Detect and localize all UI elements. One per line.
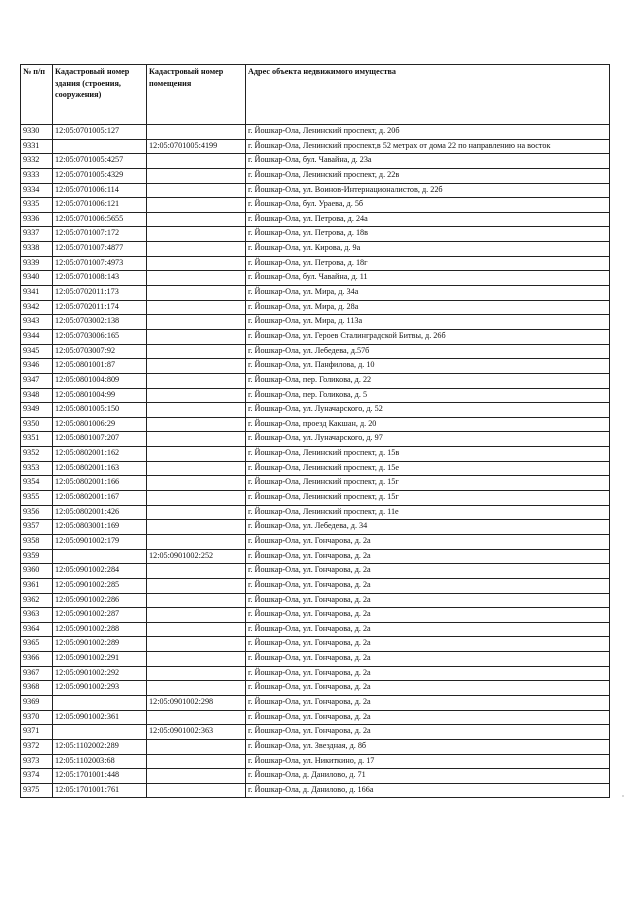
table-row [21,739,610,754]
table-row [21,432,610,447]
address-cell: г. Йошкар-Ола, Ленинский проспект, д. 15е [246,461,610,476]
row-number-cell: 9364 [21,622,53,637]
row-number-cell: 9346 [21,359,53,374]
building-cadastral-cell: 12:05:1701001:761 [53,783,147,798]
premises-cadastral-cell: 12:05:0901002:298 [147,695,246,710]
row-number-cell: 9343 [21,315,53,330]
address-cell: г. Йошкар-Ола, ул. Гончарова, д. 2а [246,564,610,579]
row-number-cell: 9371 [21,725,53,740]
premises-cadastral-cell [147,286,246,301]
address-cell: г. Йошкар-Ола, бул. Чавайна, д. 11 [246,271,610,286]
table-row [21,168,610,183]
address-cell: г. Йошкар-Ола, ул. Никиткино, д. 17 [246,754,610,769]
building-cadastral-cell: 12:05:0901002:288 [53,622,147,637]
row-number-cell: 9363 [21,608,53,623]
building-cadastral-cell: 12:05:0701007:4973 [53,256,147,271]
address-cell: г. Йошкар-Ола, Ленинский проспект,в 52 метрах от дома 22 по направлению на восток [246,139,610,154]
building-cadastral-cell: 12:05:0801001:87 [53,359,147,374]
building-cadastral-cell: 12:05:0802001:167 [53,491,147,506]
header-number: № п/п [21,65,53,125]
address-cell: г. Йошкар-Ола, Ленинский проспект, д. 15г [246,491,610,506]
premises-cadastral-cell: 12:05:0701005:4199 [147,139,246,154]
header-premises-cadastral: Кадастровый номер помещения [147,65,246,125]
building-cadastral-cell [53,725,147,740]
building-cadastral-cell: 12:05:0901002:361 [53,710,147,725]
table-header [21,65,610,125]
row-number-cell: 9365 [21,637,53,652]
address-cell: г. Йошкар-Ола, ул. Гончарова, д. 2а [246,534,610,549]
row-number-cell: 9341 [21,286,53,301]
table-row [21,520,610,535]
premises-cadastral-cell [147,637,246,652]
table-row [21,242,610,257]
row-number-cell: 9344 [21,329,53,344]
table-row [21,652,610,667]
row-number-cell: 9368 [21,681,53,696]
address-cell: г. Йошкар-Ола, Ленинский проспект, д. 15в [246,447,610,462]
table-row [21,783,610,798]
table-row [21,315,610,330]
table-row [21,637,610,652]
building-cadastral-cell: 12:05:1701001:448 [53,769,147,784]
row-number-cell: 9361 [21,578,53,593]
premises-cadastral-cell [147,359,246,374]
premises-cadastral-cell [147,388,246,403]
premises-cadastral-cell [147,344,246,359]
address-cell: г. Йошкар-Ола, ул. Героев Сталинградской Битвы, д. 26б [246,329,610,344]
row-number-cell: 9334 [21,183,53,198]
property-registry-table [20,64,610,798]
premises-cadastral-cell [147,373,246,388]
premises-cadastral-cell [147,505,246,520]
building-cadastral-cell: 12:05:0801004:99 [53,388,147,403]
building-cadastral-cell: 12:05:0701007:172 [53,227,147,242]
table-row [21,227,610,242]
document-page [20,64,609,798]
row-number-cell: 9335 [21,198,53,213]
building-cadastral-cell: 12:05:0801007:207 [53,432,147,447]
building-cadastral-cell: 12:05:0801004:809 [53,373,147,388]
premises-cadastral-cell [147,769,246,784]
address-cell: г. Йошкар-Ола, ул. Кирова, д. 9а [246,242,610,257]
address-cell: г. Йошкар-Ола, бул. Чавайна, д. 23а [246,154,610,169]
address-cell: г. Йошкар-Ола, д. Данилово, д. 71 [246,769,610,784]
header-address: Адрес объекта недвижимого имущества [246,65,610,125]
premises-cadastral-cell [147,329,246,344]
table-row [21,212,610,227]
premises-cadastral-cell [147,315,246,330]
row-number-cell: 9355 [21,491,53,506]
address-cell: г. Йошкар-Ола, ул. Гончарова, д. 2а [246,593,610,608]
table-row [21,125,610,140]
building-cadastral-cell: 12:05:0901002:285 [53,578,147,593]
address-cell: г. Йошкар-Ола, ул. Лебедева, д. 34 [246,520,610,535]
building-cadastral-cell: 12:05:0901002:289 [53,637,147,652]
row-number-cell: 9370 [21,710,53,725]
premises-cadastral-cell [147,447,246,462]
table-row [21,769,610,784]
row-number-cell: 9339 [21,256,53,271]
premises-cadastral-cell [147,608,246,623]
row-number-cell: 9353 [21,461,53,476]
premises-cadastral-cell [147,227,246,242]
table-row [21,256,610,271]
address-cell: г. Йошкар-Ола, ул. Лебедева, д.57б [246,344,610,359]
row-number-cell: 9358 [21,534,53,549]
premises-cadastral-cell: 12:05:0901002:252 [147,549,246,564]
building-cadastral-cell: 12:05:0802001:163 [53,461,147,476]
row-number-cell: 9340 [21,271,53,286]
header-building-cadastral: Кадастровый номер здания (строения, сооружения) [53,65,147,125]
table-row [21,286,610,301]
table-row [21,271,610,286]
row-number-cell: 9351 [21,432,53,447]
table-row [21,578,610,593]
building-cadastral-cell: 12:05:0901002:291 [53,652,147,667]
row-number-cell: 9332 [21,154,53,169]
address-cell: г. Йошкар-Ола, Ленинский проспект, д. 15г [246,476,610,491]
row-number-cell: 9333 [21,168,53,183]
address-cell: г. Йошкар-Ола, ул. Петрова, д. 18г [246,256,610,271]
building-cadastral-cell [53,549,147,564]
table-row [21,373,610,388]
premises-cadastral-cell [147,154,246,169]
building-cadastral-cell: 12:05:0803001:169 [53,520,147,535]
address-cell: г. Йошкар-Ола, ул. Петрова, д. 18в [246,227,610,242]
premises-cadastral-cell [147,183,246,198]
row-number-cell: 9345 [21,344,53,359]
address-cell: г. Йошкар-Ола, ул. Звездная, д. 8б [246,739,610,754]
premises-cadastral-cell [147,476,246,491]
address-cell: г. Йошкар-Ола, Ленинский проспект, д. 20б [246,125,610,140]
building-cadastral-cell [53,695,147,710]
row-number-cell: 9337 [21,227,53,242]
address-cell: г. Йошкар-Ола, ул. Мира, д. 28а [246,300,610,315]
building-cadastral-cell: 12:05:0701006:121 [53,198,147,213]
row-number-cell: 9359 [21,549,53,564]
table-row [21,329,610,344]
table-row [21,139,610,154]
row-number-cell: 9349 [21,403,53,418]
building-cadastral-cell: 12:05:0703006:165 [53,329,147,344]
address-cell: г. Йошкар-Ола, ул. Гончарова, д. 2а [246,622,610,637]
table-row [21,666,610,681]
premises-cadastral-cell [147,564,246,579]
table-row [21,476,610,491]
premises-cadastral-cell [147,125,246,140]
premises-cadastral-cell [147,652,246,667]
address-cell: г. Йошкар-Ола, бул. Ураева, д. 5б [246,198,610,213]
table-row [21,622,610,637]
address-cell: г. Йошкар-Ола, проезд Какшан, д. 20 [246,417,610,432]
row-number-cell: 9336 [21,212,53,227]
building-cadastral-cell: 12:05:0703002:138 [53,315,147,330]
building-cadastral-cell: 12:05:0701006:5655 [53,212,147,227]
table-row [21,154,610,169]
premises-cadastral-cell [147,198,246,213]
premises-cadastral-cell: 12:05:0901002:363 [147,725,246,740]
address-cell: г. Йошкар-Ола, ул. Луначарского, д. 52 [246,403,610,418]
table-body [21,125,610,798]
table-row [21,695,610,710]
address-cell: г. Йошкар-Ола, ул. Панфилова, д. 10 [246,359,610,374]
address-cell: г. Йошкар-Ола, ул. Мира, д. 34а [246,286,610,301]
building-cadastral-cell: 12:05:0901002:179 [53,534,147,549]
address-cell: г. Йошкар-Ола, Ленинский проспект, д. 11е [246,505,610,520]
address-cell: г. Йошкар-Ола, д. Данилово, д. 166а [246,783,610,798]
row-number-cell: 9352 [21,447,53,462]
table-row [21,359,610,374]
address-cell: г. Йошкар-Ола, Ленинский проспект, д. 22в [246,168,610,183]
building-cadastral-cell: 12:05:0701005:127 [53,125,147,140]
table-row [21,534,610,549]
building-cadastral-cell: 12:05:0702011:173 [53,286,147,301]
table-row [21,447,610,462]
building-cadastral-cell: 12:05:0701007:4877 [53,242,147,257]
address-cell: г. Йошкар-Ола, ул. Гончарова, д. 2а [246,725,610,740]
table-row [21,344,610,359]
premises-cadastral-cell [147,681,246,696]
premises-cadastral-cell [147,754,246,769]
row-number-cell: 9372 [21,739,53,754]
row-number-cell: 9342 [21,300,53,315]
building-cadastral-cell: 12:05:0802001:162 [53,447,147,462]
building-cadastral-cell: 12:05:0701005:4257 [53,154,147,169]
building-cadastral-cell: 12:05:0901002:287 [53,608,147,623]
address-cell: г. Йошкар-Ола, ул. Гончарова, д. 2а [246,549,610,564]
premises-cadastral-cell [147,710,246,725]
address-cell: г. Йошкар-Ола, ул. Гончарова, д. 2а [246,681,610,696]
scan-speck [622,795,624,797]
address-cell: г. Йошкар-Ола, ул. Луначарского, д. 97 [246,432,610,447]
row-number-cell: 9369 [21,695,53,710]
premises-cadastral-cell [147,300,246,315]
table-row [21,417,610,432]
address-cell: г. Йошкар-Ола, ул. Петрова, д. 24а [246,212,610,227]
premises-cadastral-cell [147,520,246,535]
table-row [21,681,610,696]
premises-cadastral-cell [147,256,246,271]
premises-cadastral-cell [147,403,246,418]
row-number-cell: 9374 [21,769,53,784]
premises-cadastral-cell [147,666,246,681]
premises-cadastral-cell [147,242,246,257]
row-number-cell: 9347 [21,373,53,388]
building-cadastral-cell: 12:05:0703007:92 [53,344,147,359]
premises-cadastral-cell [147,783,246,798]
table-row [21,725,610,740]
premises-cadastral-cell [147,212,246,227]
building-cadastral-cell: 12:05:0801005:150 [53,403,147,418]
table-row [21,754,610,769]
table-row [21,593,610,608]
table-row [21,491,610,506]
premises-cadastral-cell [147,593,246,608]
table-row [21,403,610,418]
row-number-cell: 9362 [21,593,53,608]
building-cadastral-cell: 12:05:0702011:174 [53,300,147,315]
table-row [21,388,610,403]
premises-cadastral-cell [147,461,246,476]
table-row [21,549,610,564]
address-cell: г. Йошкар-Ола, ул. Гончарова, д. 2а [246,695,610,710]
building-cadastral-cell: 12:05:0901002:292 [53,666,147,681]
row-number-cell: 9348 [21,388,53,403]
address-cell: г. Йошкар-Ола, ул. Гончарова, д. 2а [246,710,610,725]
row-number-cell: 9366 [21,652,53,667]
building-cadastral-cell: 12:05:0801006:29 [53,417,147,432]
premises-cadastral-cell [147,739,246,754]
building-cadastral-cell: 12:05:1102002:289 [53,739,147,754]
address-cell: г. Йошкар-Ола, пер. Голикова, д. 22 [246,373,610,388]
table-row [21,710,610,725]
building-cadastral-cell: 12:05:1102003:68 [53,754,147,769]
row-number-cell: 9338 [21,242,53,257]
building-cadastral-cell: 12:05:0901002:284 [53,564,147,579]
building-cadastral-cell: 12:05:0901002:293 [53,681,147,696]
row-number-cell: 9360 [21,564,53,579]
premises-cadastral-cell [147,534,246,549]
building-cadastral-cell: 12:05:0701006:114 [53,183,147,198]
address-cell: г. Йошкар-Ола, пер. Голикова, д. 5 [246,388,610,403]
table-row [21,505,610,520]
premises-cadastral-cell [147,271,246,286]
table-row [21,564,610,579]
row-number-cell: 9367 [21,666,53,681]
premises-cadastral-cell [147,432,246,447]
premises-cadastral-cell [147,622,246,637]
premises-cadastral-cell [147,578,246,593]
header-row [21,65,610,125]
address-cell: г. Йошкар-Ола, ул. Гончарова, д. 2а [246,637,610,652]
table-row [21,198,610,213]
premises-cadastral-cell [147,417,246,432]
address-cell: г. Йошкар-Ола, ул. Воинов-Интернационалистов, д. 22б [246,183,610,198]
row-number-cell: 9375 [21,783,53,798]
row-number-cell: 9350 [21,417,53,432]
address-cell: г. Йошкар-Ола, ул. Гончарова, д. 2а [246,666,610,681]
row-number-cell: 9356 [21,505,53,520]
row-number-cell: 9373 [21,754,53,769]
building-cadastral-cell: 12:05:0802001:426 [53,505,147,520]
building-cadastral-cell: 12:05:0802001:166 [53,476,147,491]
building-cadastral-cell: 12:05:0701008:143 [53,271,147,286]
row-number-cell: 9354 [21,476,53,491]
premises-cadastral-cell [147,491,246,506]
building-cadastral-cell: 12:05:0901002:286 [53,593,147,608]
table-row [21,461,610,476]
building-cadastral-cell: 12:05:0701005:4329 [53,168,147,183]
table-row [21,300,610,315]
row-number-cell: 9331 [21,139,53,154]
address-cell: г. Йошкар-Ола, ул. Гончарова, д. 2а [246,652,610,667]
address-cell: г. Йошкар-Ола, ул. Гончарова, д. 2а [246,608,610,623]
table-row [21,183,610,198]
building-cadastral-cell [53,139,147,154]
table-row [21,608,610,623]
address-cell: г. Йошкар-Ола, ул. Мира, д. 113а [246,315,610,330]
row-number-cell: 9330 [21,125,53,140]
address-cell: г. Йошкар-Ола, ул. Гончарова, д. 2а [246,578,610,593]
row-number-cell: 9357 [21,520,53,535]
premises-cadastral-cell [147,168,246,183]
